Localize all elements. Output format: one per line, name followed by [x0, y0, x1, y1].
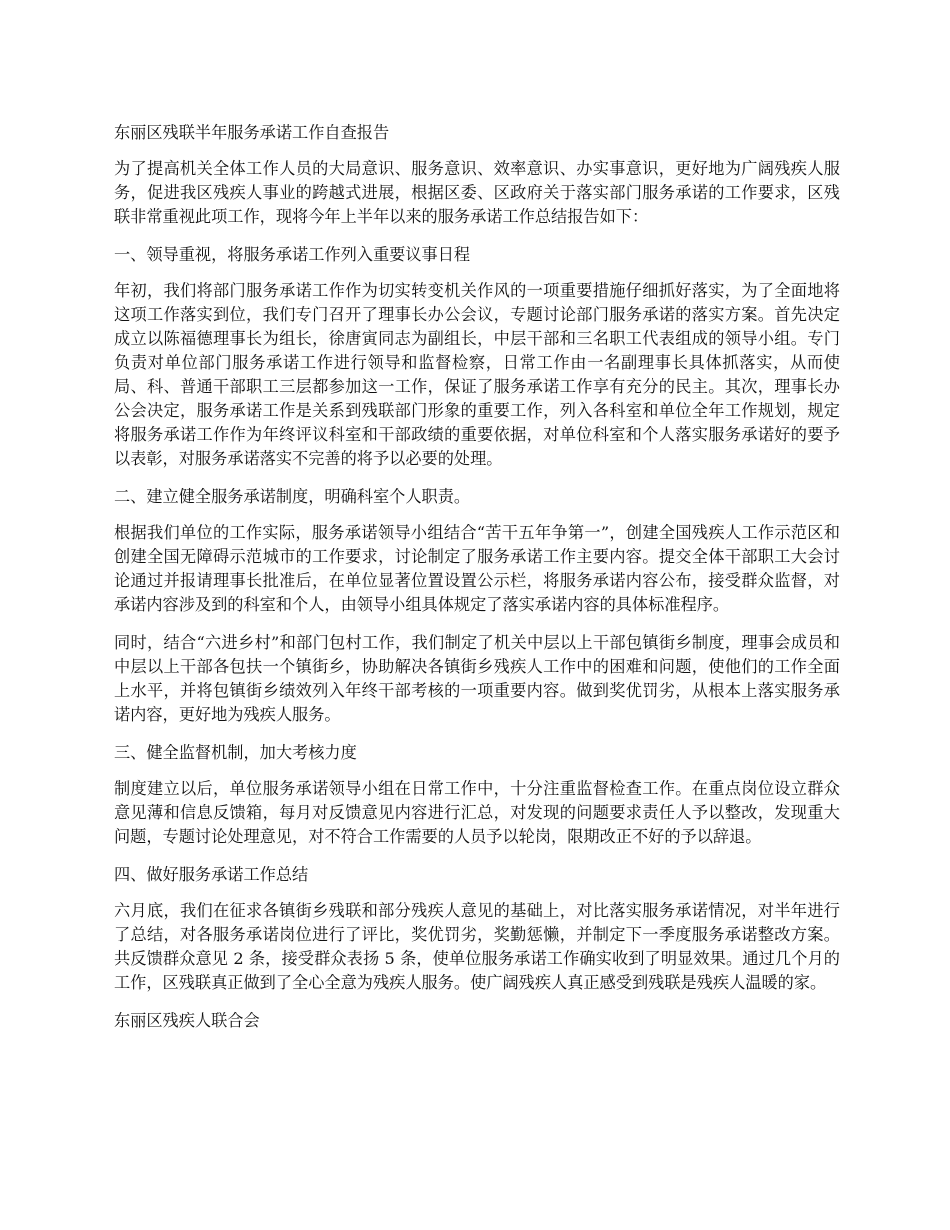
intro-paragraph: 为了提高机关全体工作人员的大局意识、服务意识、效率意识、办实事意识，更好地为广阔残疾人服务，促进我区残疾人事业的跨越式进展，根据区委、区政府关于落实部门服务承诺的工作要求，区残联非常重视此项工作，现将今年上半年以来的服务承诺工作总结报告如下：: [114, 159, 840, 226]
section-4-paragraph-1: 六月底，我们在征求各镇街乡残联和部分残疾人意见的基础上，对比落实服务承诺情况，对半年进行了总结，对各服务承诺岗位进行了评比，奖优罚劣，奖勤惩懒，并制定下一季度服务承诺整改方案。共反馈群众意见 2 条，接受群众表扬 5 条，使单位服务承诺工作确实收到了明显效果。通过几个月的工作，区残联真正做到了全心全意为残疾人服务。使广阔残疾人真正感受到残联是残疾人温暖的家。: [114, 901, 840, 992]
section-2-paragraph-1: 根据我们单位的工作实际，服务承诺领导小组结合“苦干五年争第一”，创建全国残疾人工作示范区和创建全国无障碍示范城市的工作要求，讨论制定了服务承诺工作主要内容。提交全体干部职工大会讨论通过并报请理事长批准后，在单位显著位置设置公示栏，将服务承诺内容公布，接受群众监督，对承诺内容涉及到的科室和个人，由领导小组具体规定了落实承诺内容的具体标准程序。: [114, 523, 840, 614]
document-title: 东丽区残联半年服务承诺工作自查报告: [114, 123, 390, 142]
section-heading-2: 二、建立健全服务承诺制度，明确科室个人职责。: [114, 487, 471, 506]
section-1-paragraph-1: 年初，我们将部门服务承诺工作作为切实转变机关作风的一项重要措施仔细抓好落实，为了全面地将这项工作落实到位，我们专门召开了理事长办公会议，专题讨论部门服务承诺的落实方案。首先决定成立以陈福德理事长为组长，徐唐寅同志为副组长，中层干部和三名职工代表组成的领导小组。专门负责对单位部门服务承诺工作进行领导和监督检察，日常工作由一名副理事长具体抓落实，从而使局、科、普通干部职工三层都参加这一工作，保证了服务承诺工作享有充分的民主。其次，理事长办公会决定，服务承诺工作是关系到残联部门形象的重要工作，列入各科室和单位全年工作规划，规定将服务承诺工作作为年终评议科室和干部政绩的重要依据，对单位科室和个人落实服务承诺好的要予以表彰，对服务承诺落实不完善的将予以必要的处理。: [114, 281, 840, 468]
section-heading-1: 一、领导重视，将服务承诺工作列入重要议事日程: [114, 245, 471, 264]
signature: 东丽区残疾人联合会: [114, 1011, 260, 1030]
section-heading-3: 三、健全监督机制，加大考核力度: [114, 743, 357, 762]
section-3-paragraph-1: 制度建立以后，单位服务承诺领导小组在日常工作中，十分注重监督检查工作。在重点岗位设立群众意见薄和信息反馈箱，每月对反馈意见内容进行汇总，对发现的问题要求责任人予以整改，发现重大问题，专题讨论处理意见，对不符合工作需要的人员予以轮岗，限期改正不好的予以辞退。: [114, 779, 840, 846]
section-heading-4: 四、做好服务承诺工作总结: [114, 865, 309, 884]
section-2-paragraph-2: 同时，结合“六进乡村”和部门包村工作，我们制定了机关中层以上干部包镇街乡制度，理事会成员和中层以上干部各包扶一个镇街乡，协助解决各镇街乡残疾人工作中的困难和问题，使他们的工作全面上水平，并将包镇街乡绩效列入年终干部考核的一项重要内容。做到奖优罚劣，从根本上落实服务承诺内容，更好地为残疾人服务。: [114, 633, 840, 724]
document-page: [114, 121, 840, 1047]
